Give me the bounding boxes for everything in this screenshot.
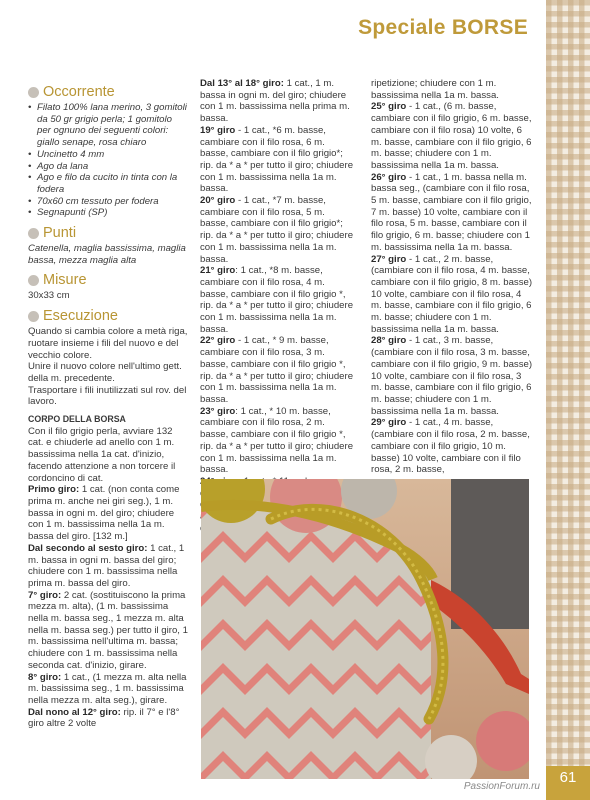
size-text: 30x33 cm — [28, 290, 70, 302]
row-label: 19° giro — [200, 124, 236, 136]
section-misure — [28, 272, 188, 288]
paragraph: Unire il nuovo colore nell'ultimo gett. della m. precedente. — [28, 361, 182, 384]
instruction-row — [371, 172, 533, 254]
page-title: Speciale BORSE — [358, 16, 528, 39]
column-right — [371, 78, 533, 476]
row-text: - 1 cat., *7 m. basse, cambiare con il filo rosa, 5 m. basse, cambiare con il filo grigio*; rip. da * a * per tutto il giro; chiudere con 1 m. bassissima nella 1a m. bassa. — [200, 195, 354, 265]
bullet-dot-icon — [28, 311, 39, 322]
instruction-row — [28, 484, 188, 543]
instruction-row — [28, 590, 188, 672]
row-text: ripetizione; chiudere con 1 m. bassissima nella 1a m. bassa. — [371, 78, 499, 101]
stitches-text: Catenella, maglia bassissima, maglia bassa, mezza maglia alta — [28, 243, 186, 266]
row-label: 26° giro — [371, 171, 407, 183]
list-item: • 70x60 cm tessuto per fodera — [28, 196, 188, 208]
row-label: 23° giro — [200, 405, 236, 417]
gingham-border — [546, 0, 590, 800]
list-item: • Uncinetto 4 mm — [28, 149, 188, 161]
row-text: - 1 cat., *6 m. basse, cambiare con il filo rosa, 6 m. basse, cambiare con il filo grigio*; rip. da * a * per tutto il giro; chiudere con 1 m. bassissima nella 1a m. bassa. — [200, 124, 354, 195]
row-label: Dal nono al 12° giro: — [28, 706, 121, 718]
page-number: 61 — [546, 766, 590, 800]
list-item: • Segnapunti (SP) — [28, 207, 188, 219]
row-label: 25° giro — [371, 101, 407, 113]
paragraph: Quando si cambia colore a metà riga, ruotare insieme i fili del nuovo e del vecchio colore. — [28, 326, 188, 361]
row-label: Dal secondo al sesto giro: — [28, 542, 148, 554]
instruction-row — [200, 125, 355, 195]
instruction-row — [200, 195, 355, 265]
section-heading: Occorrente — [43, 84, 115, 100]
instruction-row — [371, 254, 533, 336]
row-text: - 1 cat., * 9 m. basse, cambiare con il filo rosa, 3 m. basse, cambiare con il filo grigio *, rip. da * a * per tutto il giro; chiudere con 1 m. bassissima nella 1a m. bassa. — [200, 335, 354, 405]
instruction-row — [28, 707, 188, 730]
column-left — [28, 84, 188, 730]
row-label: 7° giro: — [28, 589, 62, 601]
row-label: Dal 13° al 18° giro: — [200, 78, 284, 89]
section-heading: Punti — [43, 225, 77, 242]
row-text: - 1 cat., 3 m. basse, (cambiare con il filo rosa, 3 m. basse, cambiare con il filo grigio, 9 m. basse) 10 volte, cambiare con il filo rosa, 3 m. basse, cambiare con il filo grigio, 6 m. basse; chiudere con 1 m. bassissima nella 1a m. bassa. — [371, 335, 533, 417]
instruction-row — [371, 335, 533, 417]
list-item: • Filato 100% lana merino, 3 gomitoli da 50 gr grigio perla; 1 gomitolo per ognuno dei seguenti colori: giallo senape, rosa chiaro — [28, 102, 188, 149]
row-text: rip. il 7° e l'8° giro altre 2 volte — [28, 706, 180, 730]
instruction-row — [371, 101, 533, 171]
materials-list — [28, 102, 188, 219]
row-text: 1 cat. (non conta come prima m. anche nei giri seg.), 1 m. bassa in ogni m. del giro; chiudere con 1 m. bassissima nella 1a m. bassa del giro. [132 m.] — [28, 484, 180, 543]
list-item: • Ago da lana — [28, 161, 188, 173]
section-punti — [28, 225, 188, 241]
row-text: - 1 cat., 4 m. basse, (cambiare con il filo rosa, 2 m. basse, cambiare con il filo grigio, 10 m. basse) 10 volte, cambiare con il filo rosa, 2 m. basse, — [371, 417, 530, 476]
section-heading: Misure — [43, 272, 87, 289]
row-label: 21° giro — [200, 265, 236, 277]
instruction-row — [28, 543, 188, 590]
row-text: 2 cat. (sostituiscono la prima mezza m. alta), (1 m. bassissima nella m. bassa seg., 1 mezza m. alta nella m. bassa seg.) per tutto il giro, 1 m. bassissima nell'ultima m. bassa; chiudere con 1 m. bassissima nella seconda cat. d'inizio, girare. — [28, 589, 188, 671]
row-label: Primo giro: — [28, 484, 80, 496]
row-text: - 1 cat., (6 m. basse, cambiare con il filo grigio, 6 m. basse, cambiare con il filo rosa) 10 volte, 6 m. basse, cambiare con il filo grigio, 6 m. basse; chiudere con 1 m. bassissima nella 1a m. bassa. — [371, 101, 532, 171]
paragraph: Con il filo grigio perla, avviare 132 cat. e chiuderle ad anello con 1 m. bassissima nella 1a cat. d'inizio, facendo attenzione a non torcere il cordoncino di cat. — [28, 425, 176, 484]
section-heading: Esecuzione — [43, 308, 118, 325]
subsection-title: CORPO DELLA BORSA — [28, 414, 126, 425]
row-label: 20° giro — [200, 195, 236, 207]
watermark-text: PassionForum.ru — [463, 781, 540, 792]
row-label: 8° giro: — [28, 671, 62, 683]
instruction-row — [28, 672, 188, 707]
bullet-dot-icon — [28, 87, 39, 98]
section-occorrente — [28, 84, 188, 100]
bullet-dot-icon — [28, 275, 39, 286]
bullet-dot-icon — [28, 228, 39, 239]
paragraph: Trasportare i fili inutilizzati sul rov. del lavoro. — [28, 384, 187, 408]
row-text: : 1 cat., * 10 m. basse, cambiare con il filo rosa, 2 m. basse, cambiare con il filo grigio *, rip. da * a * per tutto il giro; chiudere con 1 m. bassissima nella 1a m. bassa. — [200, 405, 354, 476]
section-esecuzione — [28, 308, 188, 324]
row-text: 1 cat., (1 mezza m. alta nella m. bassissima seg., 1 m. bassissima nella mezza m. alta seg.), girare. — [28, 671, 187, 706]
row-label: 27° giro — [371, 253, 407, 265]
row-text: - 1 cat., 1 m. bassa nella m. bassa seg., (cambiare con il filo rosa, 5 m. basse, cambiare con il filo grigio, 7 m. basse) 10 volte, cambiare con il filo rosa, 5 m. basse, cambiare con il filo grigio, 6 m. basse; chiudere con 1 m. bassissima nella 1a m. bassa. — [371, 171, 532, 253]
row-text: - 1 cat., 2 m. basse, (cambiare con il filo rosa, 4 m. basse, cambiare con il filo grigio, 8 m. basse) 10 volte, cambiare con il filo rosa, 4 m. basse, cambiare con il filo grigio, 6 m. basse; chiudere con 1 m. bassissima nella 1a m. bassa. — [371, 253, 533, 335]
row-text: 1 cat., 1 m. bassa in ogni m. del giro; chiudere con 1 m. bassissima nella prima m. bassa. — [200, 78, 350, 125]
row-label: 29° giro — [371, 417, 407, 429]
row-text: 1 cat., 1 m. bassa in ogni m. bassa del giro; chiudere con 1 m. bassissima nella prima m. bassa del giro. — [28, 542, 185, 589]
row-text: : 1 cat., *8 m. basse, cambiare con il filo rosa, 4 m. basse, cambiare con il filo grigio *, rip. da * a * per tutto il giro; chiudere con 1 m. bassissima nella 1a m. bassa. — [200, 265, 354, 335]
row-label: 28° giro — [371, 335, 407, 347]
row-label: 22° giro — [200, 335, 236, 347]
instruction-row — [200, 78, 355, 125]
instruction-row — [371, 417, 533, 476]
list-item: • Ago e filo da cucito in tinta con la fodera — [28, 172, 188, 195]
column-middle — [200, 78, 355, 534]
instruction-row — [200, 335, 355, 405]
instruction-row — [200, 265, 355, 335]
bag-photo — [201, 479, 529, 779]
bag-illustration — [201, 479, 529, 779]
instruction-row — [371, 78, 533, 101]
instruction-row — [200, 406, 355, 476]
